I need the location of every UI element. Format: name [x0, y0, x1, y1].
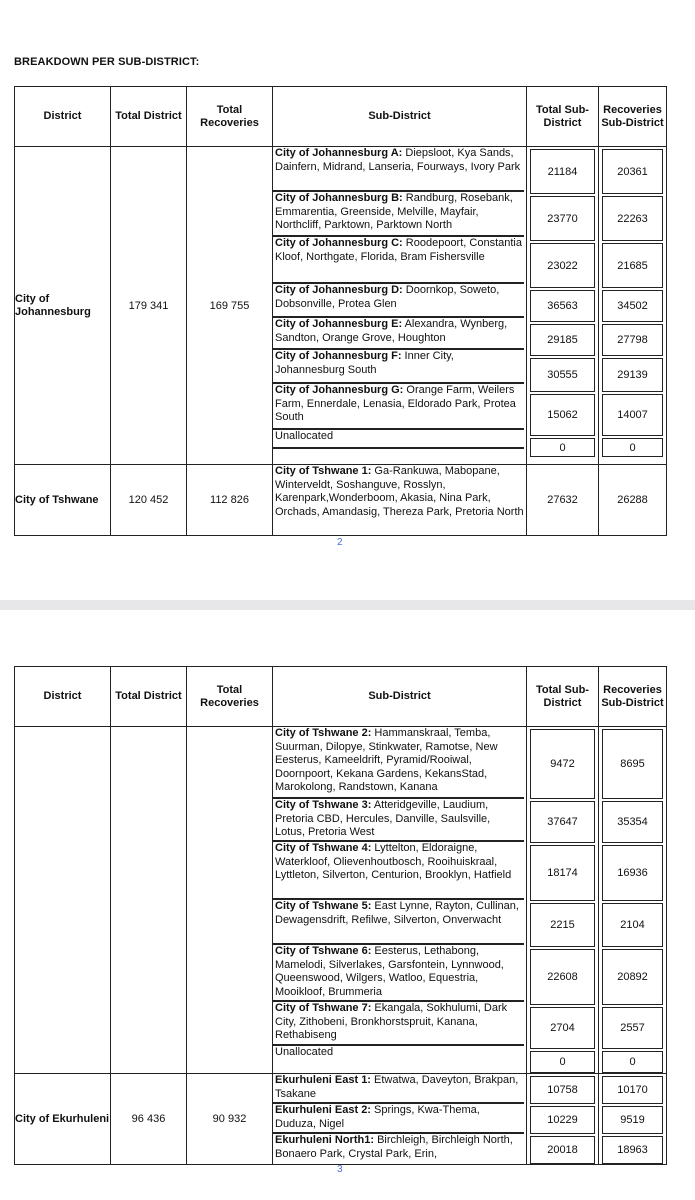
sub-district-recovered: 21685 — [602, 243, 663, 288]
sub-district-cell — [273, 284, 524, 318]
district-total: 120 452 — [111, 465, 187, 536]
sub-district-areas: Ekangala, Sokhulumi, Dark City, Zithobeni, Bronkhorstspruit, Kanana, Rethabiseng — [275, 1002, 508, 1042]
sub-district-recoveries — [599, 727, 667, 1074]
sub-district-areas: Randburg, Rosebank, Emmarentia, Greenside, Melville, Mayfair, Northcliff, Parktown, Parktown North — [275, 192, 513, 232]
sub-district-recovered: 26288 — [599, 465, 667, 536]
sub-district-cell — [273, 1046, 526, 1065]
sub-district-areas: Atteridgeville, Laudium, Pretoria CBD, Hercules, Danville, Saulsville, Lotus, Pretoria West — [275, 799, 491, 839]
sub-district-name: City of Johannesburg D: — [275, 284, 403, 296]
sub-district-cell — [273, 192, 524, 237]
district-group-tshwane — [15, 465, 667, 536]
sub-district-cell — [273, 1104, 524, 1134]
sub-district-total: 27632 — [527, 465, 599, 536]
sub-district-areas: Etwatwa, Daveyton, Brakpan, Tsakane — [275, 1074, 519, 1100]
sub-district-totals — [527, 727, 599, 1074]
table-header-row — [15, 87, 667, 147]
sub-district-table-page-2 — [14, 86, 667, 536]
sub-district-total: 9472 — [530, 729, 595, 799]
sub-district-total: 2215 — [530, 903, 595, 947]
sub-district-cell — [273, 799, 524, 842]
sub-district-list — [273, 727, 527, 1074]
sub-district-name: Ekurhuleni North1: — [275, 1134, 375, 1146]
sub-district-recovered: 29139 — [602, 358, 663, 392]
sub-district-recovered: 22263 — [602, 196, 663, 241]
sub-district-total: 37647 — [530, 801, 595, 843]
page-separator — [0, 600, 695, 610]
district-total: 96 436 — [111, 1074, 187, 1165]
sub-district-cell — [273, 1134, 526, 1162]
header-total-sub-district: Total Sub- District — [527, 87, 599, 147]
header-district: District — [15, 667, 111, 727]
sub-district-cell — [273, 384, 524, 430]
header-sub-district: Sub-District — [273, 87, 527, 147]
sub-district-recovered: 2557 — [602, 1007, 663, 1049]
sub-district-total: 20018 — [530, 1136, 595, 1164]
sub-district-recovered: 0 — [602, 1051, 663, 1073]
sub-district-cell — [273, 237, 524, 284]
document-page-3 — [0, 610, 695, 1200]
sub-district-areas: Unallocated — [275, 1046, 334, 1058]
sub-district-areas: Doornkop, Soweto, Dobsonville, Protea Glen — [275, 284, 500, 310]
sub-district-areas: Diepsloot, Kya Sands, Dainfern, Midrand, Lanseria, Fourways, Ivory Park — [275, 147, 521, 173]
sub-district-name: City of Johannesburg F: — [275, 350, 402, 362]
sub-district-total: 15062 — [530, 394, 595, 436]
sub-district-recovered: 8695 — [602, 729, 663, 799]
sub-district-recovered: 9519 — [602, 1106, 663, 1134]
sub-district-name: Ekurhuleni East 1: — [275, 1074, 371, 1086]
header-sub-district: Sub-District — [273, 667, 527, 727]
sub-district-name: City of Tshwane 4: — [275, 842, 372, 854]
sub-district-recovered: 2104 — [602, 903, 663, 947]
district-total — [111, 727, 187, 1074]
sub-district-total: 21184 — [530, 149, 595, 194]
sub-district-areas: Springs, Kwa-Thema, Duduza, Nigel — [275, 1104, 480, 1130]
sub-district-recovered: 35354 — [602, 801, 663, 843]
sub-district-total: 10229 — [530, 1106, 595, 1134]
sub-district-recovered: 14007 — [602, 394, 663, 436]
district-recoveries: 90 932 — [187, 1074, 273, 1165]
sub-district-cell — [273, 727, 524, 799]
sub-district-totals — [527, 147, 599, 465]
district-name: City of Johannesburg — [15, 147, 111, 465]
sub-district-name: City of Tshwane 7: — [275, 1002, 372, 1014]
sub-district-list — [273, 465, 527, 536]
sub-district-name: City of Johannesburg E: — [275, 318, 403, 330]
sub-district-areas: Ga-Rankuwa, Mabopane, Winterveldt, Soshanguve, Rosslyn, Karenpark,Wonderboom, Akasia, Nina Park, Orchads, Amandasig, Thereza Park, Pretoria North — [275, 465, 524, 518]
sub-district-recovered: 20892 — [602, 949, 663, 1005]
sub-district-list — [273, 147, 527, 465]
sub-district-total: 30555 — [530, 358, 595, 392]
header-total-district: Total District — [111, 667, 187, 727]
header-total-sub-district: Total Sub- District — [527, 667, 599, 727]
sub-district-total: 22608 — [530, 949, 595, 1005]
header-total-recoveries: Total Recoveries — [187, 87, 273, 147]
sub-district-recovered: 10170 — [602, 1076, 663, 1104]
sub-district-name: City of Tshwane 3: — [275, 799, 372, 811]
district-name: City of Tshwane — [15, 465, 111, 536]
sub-district-areas: Roodepoort, Constantia Kloof, Northgate, Florida, Bram Fishersville — [275, 237, 522, 263]
sub-district-areas: Birchleigh, Birchleigh North, Bonaero Park, Crystal Park, Erin, — [275, 1134, 513, 1160]
sub-district-cell — [273, 147, 524, 192]
page-number: 2 — [337, 537, 343, 548]
sub-district-total: 36563 — [530, 290, 595, 322]
district-group-johannesburg — [15, 147, 667, 465]
sub-district-areas: Orange Farm, Weilers Farm, Ennerdale, Lenasia, Eldorado Park, Protea South — [275, 384, 516, 424]
sub-district-total: 29185 — [530, 324, 595, 356]
sub-district-total: 2704 — [530, 1007, 595, 1049]
sub-district-total: 10758 — [530, 1076, 595, 1104]
header-total-district: Total District — [111, 87, 187, 147]
sub-district-table-page-3 — [14, 666, 667, 1165]
sub-district-cell — [273, 900, 524, 945]
sub-district-total: 0 — [530, 438, 595, 457]
district-group-tshwane-continued — [15, 727, 667, 1074]
sub-district-name: City of Tshwane 5: — [275, 900, 372, 912]
sub-district-total: 18174 — [530, 845, 595, 901]
district-name — [15, 727, 111, 1074]
header-district: District — [15, 87, 111, 147]
sub-district-recovered: 34502 — [602, 290, 663, 322]
sub-district-areas: Inner City, Johannesburg South — [275, 350, 454, 376]
district-recoveries: 112 826 — [187, 465, 273, 536]
sub-district-recoveries — [599, 147, 667, 465]
district-total: 179 341 — [111, 147, 187, 465]
sub-district-areas: Alexandra, Wynberg, Sandton, Orange Grove, Houghton — [275, 318, 508, 344]
sub-district-areas: Hammanskraal, Temba, Suurman, Dilopye, Stinkwater, Ramotse, New Eesterus, Kameeldrift, Pyramid/Rooiwal, Doornpoort, Kekana Gardens, KekansStad, Marokolong, Randstown, Kanana — [275, 727, 498, 794]
sub-district-name: City of Tshwane 2: — [275, 727, 372, 739]
sub-district-areas: Eesterus, Lethabong, Mamelodi, Silverlakes, Garsfontein, Lynnwood, Queenswood, Wilgers, Watloo, Equestria, Mooikloof, Brummeria — [275, 945, 504, 998]
sub-district-total: 23022 — [530, 243, 595, 288]
sub-district-cell — [273, 430, 524, 449]
header-total-recoveries: Total Recoveries — [187, 667, 273, 727]
header-recoveries-sub-district: Recoveries Sub-District — [599, 87, 667, 147]
sub-district-list — [273, 1074, 527, 1165]
sub-district-totals — [527, 1074, 599, 1165]
page-number: 3 — [337, 1164, 343, 1175]
sub-district-name: City of Tshwane 1: — [275, 465, 372, 477]
sub-district-name: City of Johannesburg A: — [275, 147, 403, 159]
sub-district-cell — [273, 1002, 524, 1046]
sub-district-total: 23770 — [530, 196, 595, 241]
sub-district-areas: East Lynne, Rayton, Cullinan, Dewagensdrift, Refilwe, Silverton, Onverwacht — [275, 900, 519, 926]
sub-district-cell — [273, 318, 524, 350]
sub-district-cell — [273, 1074, 524, 1104]
district-group-ekurhuleni — [15, 1074, 667, 1165]
sub-district-recoveries — [599, 1074, 667, 1165]
sub-district-name: City of Johannesburg G: — [275, 384, 404, 396]
sub-district-recovered: 18963 — [602, 1136, 663, 1164]
sub-district-cell — [273, 842, 524, 900]
table-header-row — [15, 667, 667, 727]
sub-district-name: City of Johannesburg C: — [275, 237, 403, 249]
sub-district-areas: Lyttelton, Eldoraigne, Waterkloof, Olievenhoutbosch, Rooihuiskraal, Lyttleton, Silverton, Centurion, Brooklyn, Hatfield — [275, 842, 512, 882]
sub-district-recovered: 0 — [602, 438, 663, 457]
sub-district-name: City of Tshwane 6: — [275, 945, 372, 957]
sub-district-cell — [273, 945, 524, 1002]
sub-district-cell — [273, 350, 524, 384]
district-recoveries: 169 755 — [187, 147, 273, 465]
sub-district-name: Ekurhuleni East 2: — [275, 1104, 371, 1116]
sub-district-recovered: 27798 — [602, 324, 663, 356]
sub-district-recovered: 20361 — [602, 149, 663, 194]
sub-district-name: City of Johannesburg B: — [275, 192, 403, 204]
district-recoveries — [187, 727, 273, 1074]
sub-district-recovered: 16936 — [602, 845, 663, 901]
header-recoveries-sub-district: Recoveries Sub-District — [599, 667, 667, 727]
sub-district-total: 0 — [530, 1051, 595, 1073]
sub-district-cell — [273, 465, 526, 535]
sub-district-areas: Unallocated — [275, 430, 334, 442]
district-name: City of Ekurhuleni — [15, 1074, 111, 1165]
section-heading: BREAKDOWN PER SUB-DISTRICT: — [14, 56, 200, 68]
